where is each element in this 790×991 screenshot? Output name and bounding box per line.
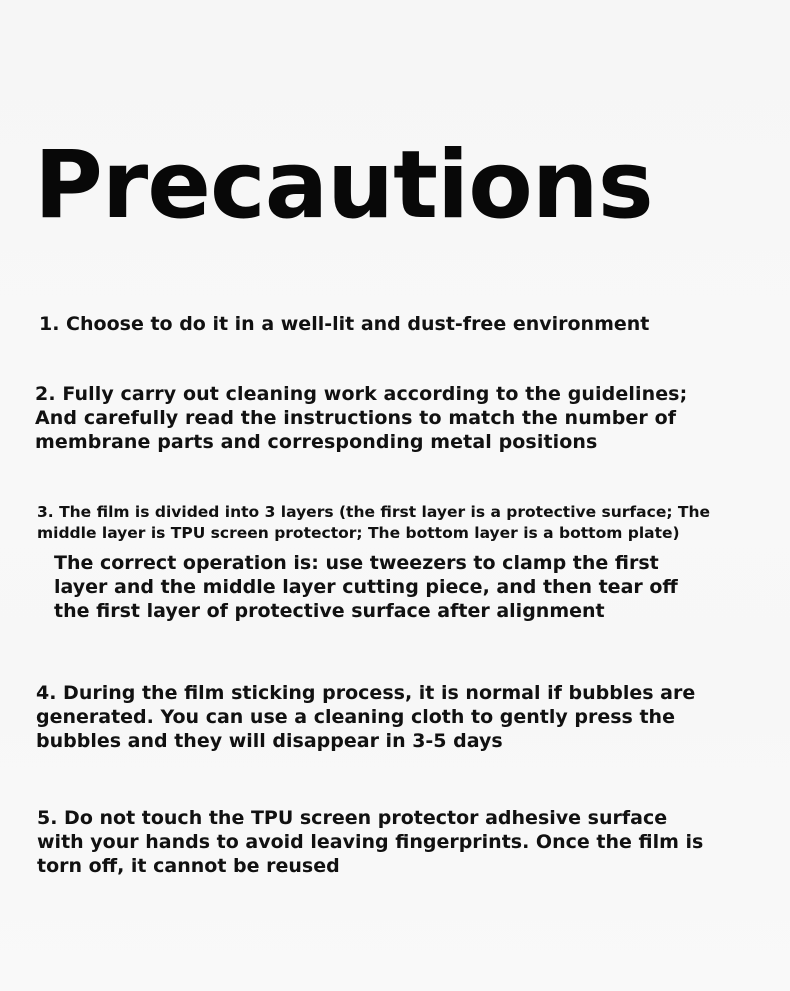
precaution-item-3	[37, 502, 710, 544]
precaution-item-4-line-3: bubbles and they will disappear in 3-5 days	[36, 730, 503, 752]
precaution-item-3-operation-line-2: layer and the middle layer cutting piece, and then tear off	[54, 576, 678, 598]
precaution-item-3-line-1: 3. The film is divided into 3 layers (the first layer is a protective surface; The	[37, 503, 711, 521]
precaution-item-4	[36, 681, 695, 753]
precaution-item-3-operation	[54, 551, 678, 623]
precaution-item-2-line-2: And carefully read the instructions to match the number of	[35, 407, 677, 429]
precaution-item-5	[37, 806, 703, 878]
page-title: Precautions	[34, 131, 653, 240]
precaution-item-3-line-2: middle layer is TPU screen protector; The bottom layer is a bottom plate)	[37, 524, 680, 542]
precaution-item-2	[35, 382, 687, 454]
precaution-item-2-line-1: 2. Fully carry out cleaning work according to the guidelines;	[35, 383, 688, 405]
precaution-item-1-line-1: 1. Choose to do it in a well-lit and dust-free environment	[39, 313, 650, 335]
precaution-item-2-line-3: membrane parts and corresponding metal positions	[35, 431, 598, 453]
precaution-item-1	[39, 311, 649, 337]
precaution-item-3-operation-line-1: The correct operation is: use tweezers to clamp the first	[54, 552, 659, 574]
precaution-item-5-line-3: torn off, it cannot be reused	[37, 855, 340, 877]
precaution-item-5-line-1: 5. Do not touch the TPU screen protector adhesive surface	[37, 807, 668, 829]
precaution-item-4-line-1: 4. During the film sticking process, it is normal if bubbles are	[36, 682, 696, 704]
precaution-item-3-operation-line-3: the first layer of protective surface after alignment	[54, 600, 605, 622]
precaution-item-4-line-2: generated. You can use a cleaning cloth to gently press the	[36, 706, 675, 728]
precaution-item-5-line-2: with your hands to avoid leaving fingerprints. Once the film is	[37, 831, 704, 853]
